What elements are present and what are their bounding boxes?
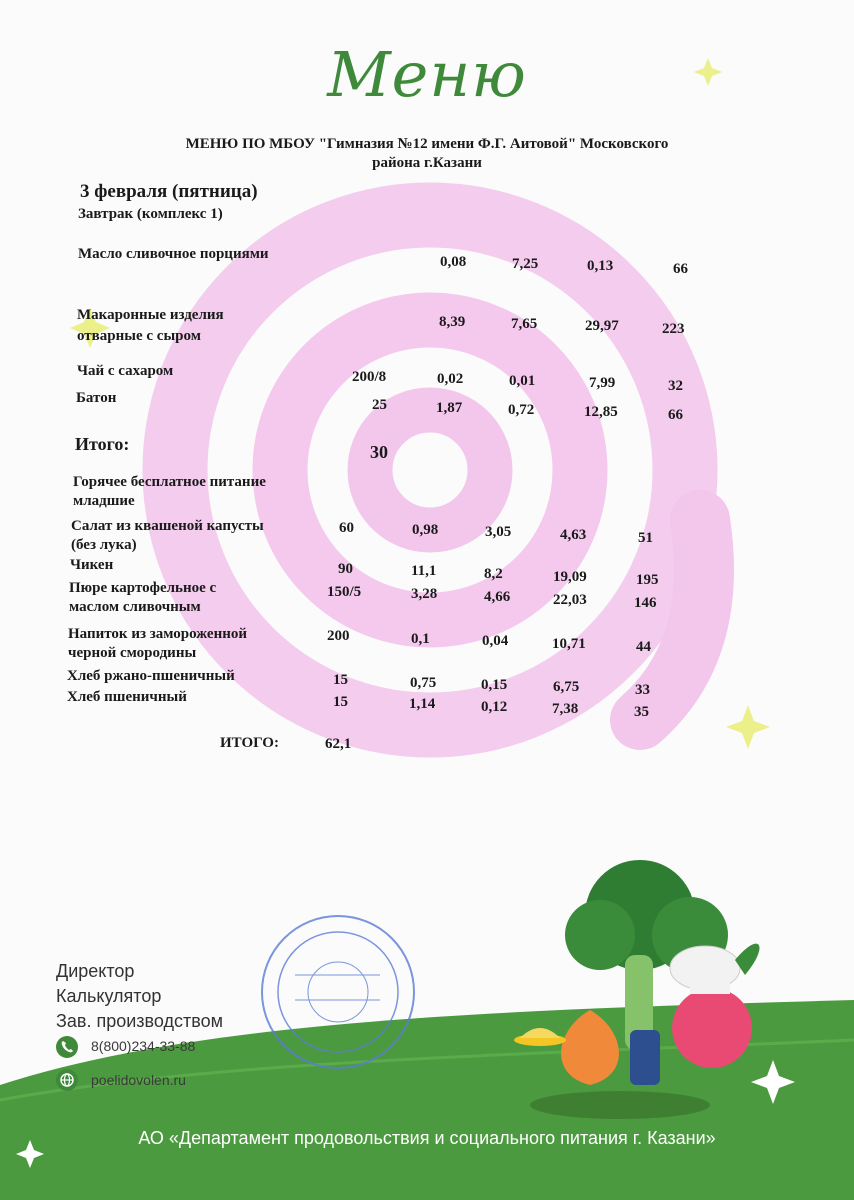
dish-name-line-2: маслом сливочным xyxy=(69,599,201,615)
menu-heading: Меню xyxy=(327,38,527,111)
fat-value: 0,72 xyxy=(508,402,535,418)
dish-name-line-2: (без лука) xyxy=(71,537,137,553)
carb-value: 12,85 xyxy=(584,404,618,420)
protein-value: 8,39 xyxy=(439,314,466,330)
breakfast-total-value: 30 xyxy=(370,442,388,462)
globe-icon xyxy=(56,1069,78,1091)
protein-value: 0,02 xyxy=(437,371,464,387)
fat-value: 4,66 xyxy=(484,589,511,605)
carb-value: 4,63 xyxy=(560,527,587,543)
carb-value: 19,09 xyxy=(553,569,587,585)
dish-name: Чикен xyxy=(70,557,114,573)
breakfast-total-label: Итого: xyxy=(75,434,130,454)
carb-value: 6,75 xyxy=(553,679,580,695)
footer-company: АО «Департамент продовольствия и социального питания г. Казани» xyxy=(138,1128,716,1148)
organization-line-1: МЕНЮ ПО МБОУ "Гимназия №12 имени Ф.Г. Аитовой" Московского xyxy=(185,136,669,152)
organization-line-2: района г.Казани xyxy=(372,155,482,171)
kcal-value: 223 xyxy=(662,321,685,337)
kcal-value: 66 xyxy=(673,261,688,277)
protein-value: 0,08 xyxy=(440,254,467,270)
fat-value: 7,25 xyxy=(512,256,539,272)
protein-value: 0,75 xyxy=(410,675,437,691)
dish-name-line-2: черной смородины xyxy=(68,645,197,661)
kcal-value: 32 xyxy=(668,378,683,394)
fat-value: 8,2 xyxy=(484,566,503,582)
kcal-value: 66 xyxy=(668,407,683,423)
fat-value: 7,65 xyxy=(511,316,538,332)
portion-value: 200 xyxy=(327,628,350,644)
signature-production-head: Зав. производством xyxy=(56,1011,223,1031)
dish-name: Макаронные изделия xyxy=(77,307,224,323)
protein-value: 1,87 xyxy=(436,400,463,416)
star-icon xyxy=(726,705,770,749)
carb-value: 10,71 xyxy=(552,636,586,652)
portion-value: 150/5 xyxy=(327,584,362,600)
kcal-value: 44 xyxy=(636,639,651,655)
dish-name: Масло сливочное порциями xyxy=(78,246,269,262)
kcal-value: 35 xyxy=(634,704,649,720)
menu-date: 3 февраля (пятница) xyxy=(80,181,258,202)
kcal-value: 195 xyxy=(636,572,659,588)
phone-icon xyxy=(56,1036,78,1058)
fat-value: 3,05 xyxy=(485,524,512,540)
fat-value: 0,01 xyxy=(509,373,536,389)
signature-calculator: Калькулятор xyxy=(56,986,162,1006)
dish-name: Хлеб пшеничный xyxy=(67,689,187,705)
kcal-value: 51 xyxy=(638,530,653,546)
kcal-value: 33 xyxy=(635,682,650,698)
dish-name: Салат из квашеной капусты xyxy=(71,518,264,534)
hot-meal-subtitle: младшие xyxy=(73,493,135,509)
protein-value: 0,98 xyxy=(412,522,439,538)
kcal-value: 146 xyxy=(634,595,657,611)
dish-name: Чай с сахаром xyxy=(77,363,174,379)
signature-director: Директор xyxy=(56,961,135,981)
dish-name: Напиток из замороженной xyxy=(68,626,248,642)
carb-value: 7,38 xyxy=(552,701,579,717)
protein-value: 1,14 xyxy=(409,696,436,712)
fat-value: 0,12 xyxy=(481,699,508,715)
carb-value: 7,99 xyxy=(589,375,616,391)
dish-name: Батон xyxy=(76,390,117,406)
protein-value: 3,28 xyxy=(411,586,438,602)
phone-number[interactable]: 8(800)234-33-88 xyxy=(91,1038,196,1054)
portion-value: 15 xyxy=(333,672,348,688)
dish-name: Пюре картофельное с xyxy=(69,580,217,596)
hot-meal-title: Горячее бесплатное питание xyxy=(73,474,266,490)
carb-value: 29,97 xyxy=(585,318,619,334)
pink-spiral-decoration xyxy=(175,215,704,725)
protein-value: 11,1 xyxy=(411,563,437,579)
carb-value: 22,03 xyxy=(553,592,587,608)
protein-value: 0,1 xyxy=(411,631,430,647)
dish-name: Хлеб ржано-пшеничный xyxy=(67,668,235,684)
hot-meal-total-label: ИТОГО: xyxy=(220,735,279,751)
fat-value: 0,15 xyxy=(481,677,508,693)
breakfast-title: Завтрак (комплекс 1) xyxy=(78,206,223,222)
portion-value: 200/8 xyxy=(352,369,387,385)
portion-value: 25 xyxy=(372,397,387,413)
portion-value: 60 xyxy=(339,520,354,536)
website-link[interactable]: poelidovolen.ru xyxy=(91,1072,186,1088)
portion-value: 90 xyxy=(338,561,353,577)
fat-value: 0,04 xyxy=(482,633,509,649)
carb-value: 0,13 xyxy=(587,258,614,274)
portion-value: 15 xyxy=(333,694,348,710)
hot-meal-total-value: 62,1 xyxy=(325,736,352,752)
dish-name-line-2: отварные с сыром xyxy=(77,328,201,344)
